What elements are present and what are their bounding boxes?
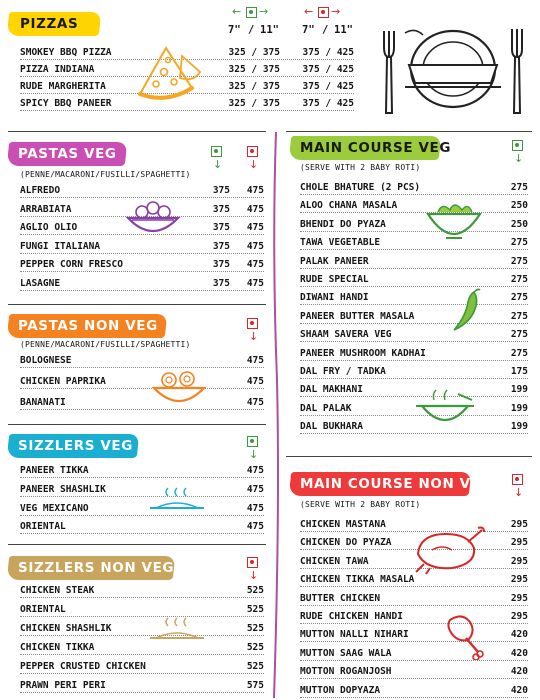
item-name: BANANATI — [20, 397, 66, 408]
veg-mark-icon — [246, 7, 257, 18]
noodle-bowl-icon — [150, 366, 208, 408]
item-name: ORIENTAL — [20, 604, 66, 615]
item-name: CHOLE BHATURE (2 PCS) — [300, 182, 421, 193]
item-name: ARRABIATA — [20, 203, 72, 215]
item-name: ORIENTAL — [20, 521, 66, 533]
dotted-leader — [300, 212, 528, 213]
menu-item — [300, 626, 528, 644]
menu-item — [300, 216, 528, 234]
item-name: CHICKEN PAPRIKA — [20, 376, 106, 387]
arrow-right-icon: ← — [232, 5, 242, 18]
menu-item — [300, 663, 528, 681]
menu-item — [20, 373, 264, 391]
dotted-leader — [20, 367, 264, 368]
price: 295 — [510, 574, 528, 586]
veg-price: 325 / 375 — [228, 47, 280, 58]
nonveg-price: 475 — [246, 278, 264, 289]
dotted-leader — [300, 433, 528, 434]
price: 275 — [510, 237, 528, 249]
price: 199 — [510, 402, 528, 414]
price: 199 — [510, 421, 528, 433]
nonveg-price: 475 — [246, 240, 264, 252]
item-name: MUTTON SAAG WALA — [300, 647, 392, 659]
pastas-veg-title: PASTAS VEG — [18, 146, 117, 162]
size-separator: / — [248, 24, 255, 36]
dotted-leader — [20, 515, 264, 516]
price: 295 — [510, 592, 528, 604]
nonveg-mark-icon — [247, 318, 258, 329]
pizzas-title: PIZZAS — [20, 16, 79, 32]
item-name: DAL MAKHANI — [300, 384, 363, 396]
dotted-leader — [20, 496, 264, 497]
main-course-nonveg-title: MAIN COURSE NON VEG — [300, 476, 493, 492]
dotted-leader — [300, 249, 528, 250]
veg-mark-icon — [211, 146, 222, 157]
arrow-down-icon: ↓ — [514, 152, 524, 165]
price: 420 — [510, 647, 528, 659]
menu-item — [20, 238, 264, 256]
item-name: PIZZA INDIANA — [20, 64, 95, 75]
price: 420 — [510, 684, 528, 696]
veg-mark-icon — [247, 436, 258, 447]
price: 250 — [510, 218, 528, 230]
divider — [286, 456, 532, 457]
item-name: SMOKEY BBQ PIZZA — [20, 47, 112, 58]
price: 575 — [246, 680, 264, 691]
item-name: FUNGI ITALIANA — [20, 240, 101, 252]
dotted-leader — [300, 660, 528, 661]
dotted-leader — [20, 692, 264, 693]
dotted-leader — [300, 304, 528, 305]
nonveg-price: 375 / 425 — [302, 98, 354, 109]
menu-item — [20, 639, 264, 657]
price: 475 — [246, 465, 264, 476]
dotted-leader — [300, 286, 528, 287]
menu-item — [300, 345, 528, 363]
item-name: SPICY BBQ PANEER — [20, 98, 112, 109]
veg-price: 325 / 375 — [228, 81, 280, 92]
veg-price: 375 — [212, 185, 230, 196]
dotted-leader — [300, 231, 528, 232]
menu-item — [20, 620, 264, 638]
dotted-leader — [20, 597, 264, 598]
item-name: MUTTON DOPYAZA — [300, 684, 381, 696]
pastas-nonveg-subtitle: (PENNE/MACARONI/FUSILLI/SPAGHETTI) — [20, 340, 191, 349]
price: 199 — [510, 384, 528, 396]
pizza-size-small-nonveg: 7" — [302, 24, 315, 36]
price: 295 — [510, 555, 528, 567]
column-divider — [268, 130, 284, 700]
arrow-left-icon: ← — [304, 5, 314, 18]
dotted-leader — [20, 616, 264, 617]
nonveg-price: 475 — [246, 222, 264, 234]
pizza-size-large-nonveg: 11" — [334, 24, 353, 36]
pasta-bowl-icon — [124, 198, 182, 238]
menu-item — [300, 590, 528, 608]
menu-item — [20, 256, 264, 274]
menu-item — [300, 326, 528, 344]
item-name: RUDE CHICKEN HANDI — [300, 611, 403, 622]
menu-item — [20, 394, 264, 412]
item-name: BOLOGNESE — [20, 355, 72, 366]
price: 275 — [510, 329, 528, 341]
item-name: PALAK PANEER — [300, 255, 369, 267]
dotted-leader — [20, 533, 264, 534]
item-name: DAL PALAK — [300, 402, 352, 414]
menu-item — [300, 253, 528, 271]
nonveg-mark-icon — [247, 146, 258, 157]
item-name: MUTTON NALLI NIHARI — [300, 629, 409, 641]
divider — [8, 131, 266, 132]
dotted-leader — [20, 409, 264, 410]
dotted-leader — [300, 341, 528, 342]
menu-item — [20, 275, 264, 293]
item-name: CHICKEN TIKKA — [20, 642, 95, 653]
menu-item — [20, 481, 264, 499]
veg-price: 375 — [212, 222, 230, 234]
dotted-leader — [20, 477, 264, 478]
dotted-leader — [300, 378, 528, 379]
item-name: BHENDI DO PYAZA — [300, 218, 386, 230]
menu-item — [300, 179, 528, 197]
item-name: MOTTON ROGANJOSH — [300, 666, 392, 678]
arrow-down-icon: ↓ — [249, 158, 259, 171]
size-separator: / — [322, 24, 329, 36]
item-name: DAL BUKHARA — [300, 421, 363, 433]
pizza-icon — [136, 42, 206, 106]
arrow-right-icon: → — [331, 5, 341, 18]
menu-item — [20, 677, 264, 695]
dotted-leader — [20, 673, 264, 674]
price: 525 — [246, 661, 264, 672]
menu-item — [300, 363, 528, 381]
roast-chicken-icon — [412, 524, 488, 576]
price: 275 — [510, 292, 528, 304]
divider — [8, 304, 266, 305]
price: 420 — [510, 666, 528, 678]
dotted-leader — [300, 268, 528, 269]
menu-item — [300, 271, 528, 289]
pastas-nonveg-title: PASTAS NON VEG — [18, 318, 158, 334]
veg-price: 325 / 375 — [228, 98, 280, 109]
item-name: ALOO CHANA MASALA — [300, 200, 398, 212]
dotted-leader — [300, 194, 528, 195]
price: 275 — [510, 310, 528, 322]
menu-item — [20, 582, 264, 600]
sizzlers-veg-title: SIZZLERS VEG — [18, 438, 133, 454]
menu-item — [300, 289, 528, 307]
price: 275 — [510, 255, 528, 267]
price: 525 — [246, 642, 264, 653]
item-name: DAL FRY / TADKA — [300, 366, 386, 377]
menu-item — [20, 462, 264, 480]
dotted-leader — [300, 360, 528, 361]
nonveg-mark-icon — [512, 474, 523, 485]
item-name: PEPPER CRUSTED CHICKEN — [20, 661, 146, 672]
dotted-leader — [20, 654, 264, 655]
dotted-leader — [300, 697, 528, 698]
price: 275 — [510, 182, 528, 193]
nonveg-price: 475 — [246, 259, 264, 271]
pizza-size-large-veg: 11" — [260, 24, 279, 36]
veg-price: 375 — [212, 259, 230, 271]
item-name: CHICKEN TIKKA MASALA — [300, 574, 415, 586]
item-name: RUDE SPECIAL — [300, 274, 369, 285]
price: 475 — [246, 355, 264, 366]
arrow-down-icon: ↓ — [249, 330, 259, 343]
arrow-down-icon: ↓ — [249, 448, 259, 461]
menu-item — [20, 601, 264, 619]
price: 275 — [510, 347, 528, 359]
item-name: CHICKEN SHASHLIK — [20, 623, 112, 634]
item-name: BUTTER CHICKEN — [300, 592, 381, 604]
kadhai-icon — [414, 388, 476, 430]
menu-item — [300, 682, 528, 700]
nonveg-price: 375 / 425 — [302, 64, 354, 75]
price: 250 — [510, 200, 528, 212]
nonveg-price: 375 / 425 — [302, 81, 354, 92]
item-name: TAWA VEGETABLE — [300, 237, 381, 249]
item-name: PANEER BUTTER MASALA — [300, 310, 415, 322]
price: 525 — [246, 604, 264, 615]
menu-item — [300, 608, 528, 626]
price: 175 — [510, 366, 528, 377]
price: 475 — [246, 502, 264, 514]
chilli-icon — [448, 286, 484, 334]
arrow-down-icon: ↓ — [213, 158, 223, 171]
nonveg-price: 375 / 425 — [302, 47, 354, 58]
menu-item — [20, 658, 264, 676]
arrow-down-icon: ↓ — [249, 569, 259, 582]
dotted-leader — [300, 323, 528, 324]
item-name: PRAWN PERI PERI — [20, 680, 106, 691]
menu-item — [300, 234, 528, 252]
menu-item — [20, 500, 264, 518]
item-name: PANEER MUSHROOM KADHAI — [300, 347, 426, 359]
item-name: PANEER TIKKA — [20, 465, 89, 476]
veg-price: 375 — [212, 240, 230, 252]
menu-item — [20, 352, 264, 370]
price: 475 — [246, 483, 264, 495]
menu-item — [20, 518, 264, 536]
dotted-leader — [300, 678, 528, 679]
veg-price: 325 / 375 — [228, 64, 280, 75]
main-course-veg-subtitle: (SERVE WITH 2 BABY ROTI) — [300, 163, 421, 172]
main-course-nonveg-subtitle: (SERVE WITH 2 BABY ROTI) — [300, 500, 421, 509]
nonveg-price: 475 — [246, 185, 264, 196]
price: 420 — [510, 629, 528, 641]
sizzlers-nonveg-title: SIZZLERS NON VEG — [18, 560, 175, 576]
price: 275 — [510, 274, 528, 285]
dotted-leader — [300, 605, 528, 606]
item-name: PEPPER CORN FRESCO — [20, 259, 123, 271]
dotted-leader — [300, 623, 528, 624]
dotted-leader — [300, 586, 528, 587]
price: 295 — [510, 519, 528, 530]
sizzler-plate-icon — [146, 486, 208, 516]
item-name: RUDE MARGHERITA — [20, 81, 106, 92]
plate-cutlery-icon — [375, 25, 535, 120]
item-name: ALFREDO — [20, 185, 61, 196]
veg-price: 375 — [212, 278, 230, 289]
dotted-leader — [20, 388, 264, 389]
pizza-size-small-veg: 7" — [228, 24, 241, 36]
chicken-leg-icon — [444, 612, 488, 660]
item-name: AGLIO OLIO — [20, 222, 78, 234]
arrow-right-icon: → — [259, 5, 269, 18]
menu-item — [300, 645, 528, 663]
price: 475 — [246, 521, 264, 533]
item-name: CHICKEN STEAK — [20, 585, 95, 596]
nonveg-price: 475 — [246, 203, 264, 215]
pastas-veg-subtitle: (PENNE/MACARONI/FUSILLI/SPAGHETTI) — [20, 170, 191, 179]
curry-bowl-icon — [424, 198, 484, 244]
price: 295 — [510, 537, 528, 549]
item-name: PANEER SHASHLIK — [20, 483, 106, 495]
nonveg-mark-icon — [247, 557, 258, 568]
item-name: CHICKEN TAWA — [300, 555, 369, 567]
item-name: CHICKEN DO PYAZA — [300, 537, 392, 549]
item-name: CHICKEN MASTANA — [300, 519, 386, 530]
divider — [8, 424, 266, 425]
main-course-veg-title: MAIN COURSE VEG — [300, 140, 452, 156]
price: 475 — [246, 397, 264, 408]
item-name: SHAAM SAVERA VEG — [300, 329, 392, 341]
dotted-leader — [300, 641, 528, 642]
menu-item — [300, 308, 528, 326]
item-name: LASAGNE — [20, 278, 61, 289]
divider — [8, 544, 266, 545]
price: 475 — [246, 376, 264, 387]
divider — [286, 131, 532, 132]
price: 525 — [246, 585, 264, 596]
dotted-leader — [20, 635, 264, 636]
price: 525 — [246, 623, 264, 634]
item-name: DIWANI HANDI — [300, 292, 369, 304]
sizzler-plate-icon — [146, 616, 208, 646]
menu-item — [300, 197, 528, 215]
nonveg-mark-icon — [318, 7, 329, 18]
arrow-down-icon: ↓ — [514, 486, 524, 499]
veg-mark-icon — [512, 140, 523, 151]
item-name: VEG MEXICANO — [20, 502, 89, 514]
veg-price: 375 — [212, 203, 230, 215]
price: 295 — [510, 611, 528, 622]
